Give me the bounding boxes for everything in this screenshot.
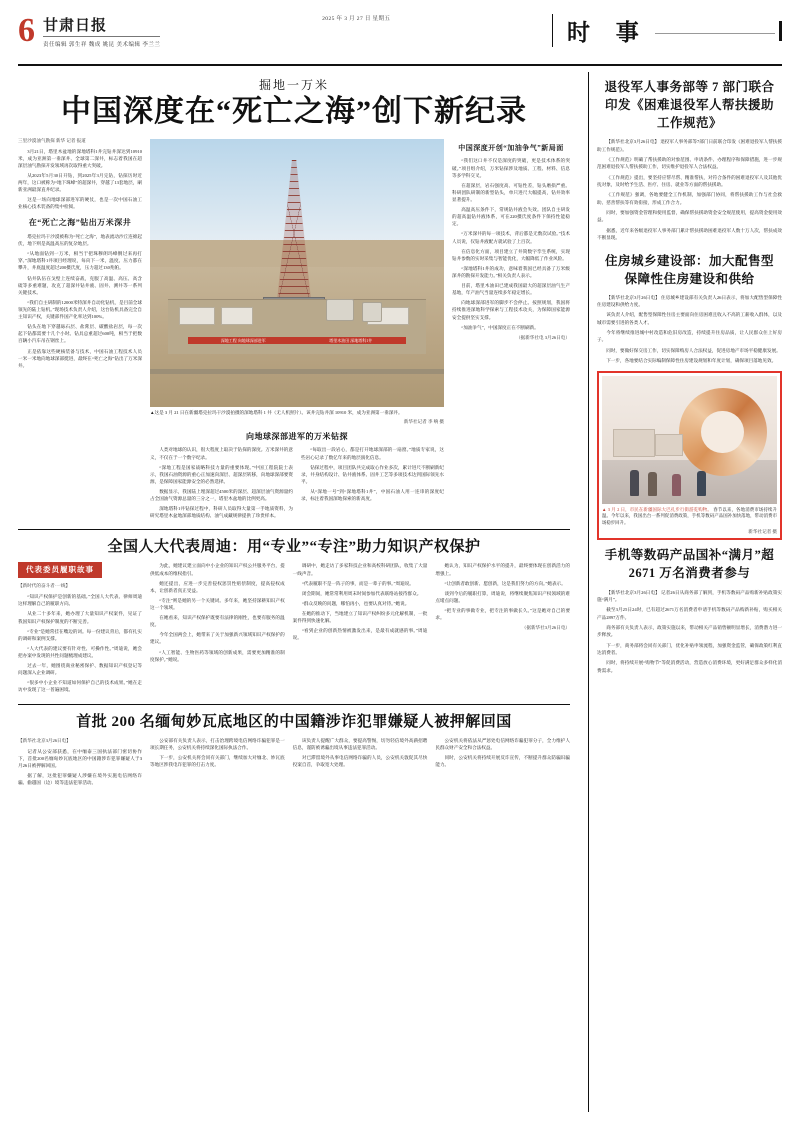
lead-column-1 — [18, 137, 142, 523]
story-2-column-2 — [150, 562, 285, 696]
paragraph: 该负责人介绍，配售型保障性住房主要面向住房困难且收入不高的工薪收入群体，以及城市需要引进的各类人才。 — [597, 312, 782, 325]
paragraph: 正是依靠这些硬核装备与技术，中国石油工程技术人员一米一米地向地球深部挺进，最终在“死亡之海”钻出了万米深井。 — [18, 348, 142, 368]
masthead-center — [160, 14, 552, 24]
paragraph: “知识产权保护是创新的基础。”全国人大代表、律师周迪这样理解自己的履职方向。 — [18, 594, 142, 607]
drilling-rig-photo — [150, 139, 444, 407]
paragraph: 同时，公安机关将持续开展反诈宣传，不断提升群众防骗识骗能力。 — [435, 754, 571, 767]
paragraph: “让创新者敢创新、愿创新，这是我们努力的方向。”她表示。 — [444, 580, 566, 586]
paragraph: “很多中小企业不知道如何保护自己的技术成果。”她在走访中发现了这一普遍困境。 — [18, 680, 142, 693]
paragraph: 目前，塔里木油田已建成我国最大的超深层油气生产基地，年产油气当量连续多年稳定增长。 — [452, 283, 570, 296]
paragraph: “人工智能、生物医药等领域的创新成果，需要更加精准的制度保护。”她说。 — [150, 649, 285, 662]
paragraph: 截至3月25日24时，已有超过2671万名消费者申请手机等数码产品购新补贴，购买相关产品2897万件。 — [597, 607, 782, 620]
lead-column-2b — [301, 446, 444, 522]
story-divider-1 — [18, 529, 570, 530]
paragraph: “从地面钻到一万米，相当于把珠穆朗玛峰倒过来再打穿。”深地塔科1井项目经理说，每向下一米，温度、压力都在攀升，井底温度超过200摄氏度，压力超过130兆帕。 — [18, 251, 142, 271]
site-banner-left: 深地工程 向地球深部进军 — [188, 337, 298, 344]
paragraph: 这是一场向地球深部进军的硬仗，也是一次中国石油工业核心技术装备的集中检阅。 — [18, 197, 142, 210]
paragraph: 她还提出，应进一步完善侵权惩罚性赔偿制度，提高侵权成本，让创新者真正受益。 — [150, 580, 285, 593]
paragraph: 下一步，商务部将会同有关部门，优化补贴申领流程，加强资金监管，确保政策红利直达消费者。 — [597, 642, 782, 655]
paragraph: 【新华社北京3月26日电】 退役军人事务部等7部门日前联合印发《困难退役军人帮扶援助工作规范》。 — [597, 139, 782, 152]
paragraph: 《工作规范》强调，各地要健全工作机制，加强部门协同，将帮扶援助工作与社会救助、慈善帮扶等有效衔接，形成工作合力。 — [597, 192, 782, 205]
paragraph: 钻井队伍在戈壁上连续奋战，克服了高温、高压、高含硫等多重难题，攻克了超深井钻井液、固井、测井等一系列关键技术。 — [18, 275, 142, 295]
paragraph: 在信息化方面，项目建立了井筒数字孪生系统，实现钻井参数的实时采集与智能优化，大幅降低了作业风险。 — [452, 248, 570, 261]
paragraph: 《工作规范》提出，要坚持应帮尽帮、精准帮扶，对符合条件的困难退役军人及其他优抚对象，及时给予生活、医疗、住房、就业等方面的帮扶援助。 — [597, 174, 782, 188]
paragraph: “加油争气”，中国深度正在不断刷新。 — [461, 324, 539, 330]
storage-tank — [362, 302, 382, 322]
story-3-column-1 — [18, 737, 142, 790]
shopper-figure — [630, 470, 639, 496]
paragraph: 在她看来，知识产权保护既要有法律的刚性，也要有服务的温度。 — [150, 615, 285, 628]
vertical-divider — [588, 72, 589, 1112]
right-rail — [597, 72, 782, 1112]
story-3-columns — [18, 737, 570, 790]
right-item-3-headline: 手机等数码产品国补“满月”超 2671 万名消费者参与 — [604, 548, 775, 581]
shopper-figure — [697, 471, 706, 496]
lead-subcolumns — [150, 446, 444, 522]
paragraph: 对已滞留境外从事电信网络诈骗的人员，公安机关敦促其尽快投案自首，争取宽大处理。 — [292, 754, 428, 767]
paragraph: 钻头在地下穿越砾石层、盐膏层、碳酸盐岩层，每一次起下钻都需要十几个小时。钻具总重超过600吨，相当于把数百辆小汽车吊在钢丝上。 — [18, 324, 142, 344]
page-folio-number: 6 — [18, 12, 35, 49]
paragraph: “深地塔科1井的成功，意味着我国已经具备了万米级深井的勘探开发能力。”相关负责人表示。 — [452, 265, 570, 278]
section-title: 时 事 — [567, 20, 649, 45]
paper-logo: 甘肃日报 — [43, 14, 160, 37]
lead-columns — [18, 137, 570, 523]
derrick-crossbars — [277, 160, 311, 307]
paragraph: “群众反映的问题，哪怕再小，也要认真对待。”她说。 — [301, 600, 410, 606]
paragraph: 从业二十多年来，她办理了大量知识产权案件，见证了我国知识产权保护制度的不断完善。 — [18, 611, 142, 624]
photo-floor — [602, 460, 777, 504]
paragraph: 数据显示，我国陆上埋深超过4500米的深层、超深层油气资源量约占全国油气资源总量的三分之一，塔里木盆地的比例更高。 — [150, 489, 293, 502]
paragraph: 公安部有关负责人表示，打击治理跨境电信网络诈骗犯罪是一项长期任务，公安机关将持续深化国际执法合作。 — [150, 737, 285, 750]
paragraph: 从2023年5月30日开钻，到2025年3月完钻，钻探历时近两年，这口被称为“地下珠峰”的超深井，穿越了13套地层，刷新亚洲最深直井纪录。 — [18, 173, 142, 193]
shopper-figure — [648, 472, 657, 496]
paragraph: 在超深层，岩石强度高、可钻性差，钻头磨损严重。科研团队研制的新型钻头，单只进尺大幅提高，钻井效率显著提升。 — [452, 182, 570, 202]
paragraph: “我们这口井不仅是深度的突破，更是技术体系的突破。”项目组介绍，万米钻探涉及地质、工程、材料、信息等多学科交叉。 — [452, 158, 570, 178]
site-banner-right: 塔里木油田 深地塔科1井 — [296, 337, 406, 344]
masthead-left — [18, 14, 160, 48]
story-2-headline: 全国人大代表周迪：用“专业”“专注”助力知识产权保护 — [107, 539, 481, 556]
lead-center-block — [150, 137, 444, 523]
right-photo-frame — [597, 371, 782, 541]
paragraph: “每取出一段岩心，都是打开地球深部的一扇窗。”地质专家说，这些岩心记录了数亿年来的地层演化信息。 — [301, 447, 444, 460]
paragraph: 过去一年，她围绕商业秘密保护、数据知识产权登记等问题深入企业调研。 — [18, 663, 142, 676]
paragraph: “人大代表的建议要有针对性、可操作性。”周迪说，她会把办案中发现的共性问题梳理成建议。 — [18, 645, 142, 658]
paper-nameplate — [43, 14, 160, 48]
paragraph: 商务部有关负责人表示，政策实施以来，带动相关产品销售额明显增长，消费潜力进一步释放。 — [597, 624, 782, 638]
right-item-1-body — [597, 138, 782, 241]
story-2-column-3 — [293, 562, 428, 696]
paragraph: “看到企业的创新热情被激发出来，是最有成就感的事。”周迪说。 — [292, 628, 428, 641]
story-3 — [18, 710, 570, 790]
lead-headline: 中国深度在“死亡之海”创下新纪录 — [61, 95, 527, 128]
paragraph: 今年全国两会上，她带来了关于加强新兴领域知识产权保护的建议。 — [150, 632, 285, 645]
lead-kicker: 掘地一万米 — [258, 78, 329, 92]
paragraph: 她认为，知识产权保护水平的提升，最终要体现在创新活力的增强上。 — [435, 563, 571, 576]
caption-lead: ▲ 3 月 2 日，市民在新疆国际大巴扎步行街游览购物。 — [602, 506, 712, 512]
paragraph: “我们自主研制的12000米特深井自动化钻机，是目前全球领先的陆上钻机。”现场技术负责人介绍，这台钻机具备完全自主知识产权，关键部件国产化率达到100%。 — [18, 299, 142, 320]
paragraph: “代表履职不是一阵子的事，而是一辈子的事。”周迪说。 — [301, 580, 414, 586]
right-item-1-headline: 退役军人事务部等 7 部门联合印发《困难退役军人帮扶援助工作规范》 — [604, 80, 775, 131]
paragraph: “深地工程是国家战略科技力量的重要体现。”中国工程院院士表示，我国石油资源的重心正加速向深层、超深层转移，向地球深部要资源，是保障国家能源安全的必然选择。 — [150, 464, 293, 484]
right-item-3-body — [597, 589, 782, 674]
paragraph: 下一步，公安机关将会同有关部门，继续加大对缅北、妙瓦底等地区涉我电诈犯罪的打击力度。 — [150, 754, 285, 767]
paragraph: 据了解，这批犯罪嫌疑人涉嫌在境外实施电信网络诈骗、偷越国（边）境等违法犯罪活动。 — [18, 772, 142, 786]
paragraph: 今年将继续推进城中村改造和危旧房改造，持续提升住房品质，让人民群众住上好房子。 — [597, 330, 782, 343]
story-3-headline: 首批 200 名缅甸妙瓦底地区的中国籍涉诈犯罪嫌疑人被押解回国 — [76, 713, 512, 730]
photo-caption: ▲这是 3 月 21 日在新疆塔克拉玛干沙漠拍摄的深地塔科 1 井（无人机照片）。该井完钻井深 10910 米，成为亚洲第一垂深井。 — [150, 409, 403, 415]
lead-byline: 三里沙漠油气勘探 新华 记者 报道 — [18, 137, 86, 143]
lead-column-3 — [452, 137, 570, 523]
photo-credit: 新华社记者 李 响 摄 — [403, 419, 444, 425]
paragraph: “专注”则是她的另一个关键词。多年来，她坚持深耕知识产权这一个领域。 — [150, 597, 285, 611]
right-photo-caption — [602, 507, 777, 527]
story-2-column-4 — [435, 562, 570, 696]
lead-column-2a — [150, 446, 293, 522]
masthead — [18, 14, 782, 66]
right-item-2-body — [597, 294, 782, 365]
paragraph: 在她的推动下，当地建立了知识产权纠纷多元化解机制，一批案件得到快速化解。 — [292, 611, 428, 624]
paragraph: 同时，要做好保交房工作，切实保障购房人合法权益，促进房地产市场平稳健康发展。 — [606, 347, 781, 353]
story-3-column-3 — [293, 737, 428, 790]
lead-subhead-2: 向地球深部进军的万米钻探 — [246, 432, 348, 442]
story-2-byline: 【新时代的奋斗者·一线】 — [18, 583, 71, 589]
paragraph: 谈到今后的履职打算，周迪说，将继续聚焦知识产权领域的难点堵点问题。 — [435, 590, 571, 603]
right-item-2-headline: 住房城乡建设部：加大配售型保障性住房建设和供给 — [604, 253, 774, 286]
storage-tank — [326, 299, 354, 321]
paragraph: 钻探过程中，项目团队共完成取心作业多次，累计进尺不断刷新纪录，井身结构设计、钻井液体系、固井工艺等多项技术达到国际领先水平。 — [301, 464, 444, 484]
site-building — [179, 307, 215, 325]
story-divider-2 — [18, 704, 570, 705]
story-3-column-4 — [435, 737, 570, 790]
mall-photo — [602, 376, 777, 504]
paragraph: 向地球深部进军的脚步不会停止。按照规划，我国将持续推进深地科学探索与工程技术攻关，为保障国家能源安全提供坚实支撑。 — [452, 300, 570, 320]
paragraph: 从“深地一号”到“深地塔科1井”，中国石油人用一连串的深度纪录，标注着我国深地探索的新高度。 — [301, 489, 444, 502]
shop-kiosk — [613, 429, 655, 457]
shopper-figure — [672, 474, 681, 496]
site-building — [221, 307, 253, 325]
paragraph: 该负责人提醒广大群众，要提高警惕，切勿轻信境外高薪招聘信息，谨防被诱骗出境从事违法犯罪活动。 — [292, 737, 428, 750]
story-3-column-2 — [150, 737, 285, 790]
story-2-columns — [18, 562, 570, 696]
main-content — [18, 72, 580, 1112]
paragraph: 高温高压条件下，常规钻井液会失效。团队自主研发的超高温钻井液体系，可在220摄氏度条件下保持性能稳定。 — [452, 207, 570, 227]
story-2-credit: （据新华社3月26日电） — [521, 625, 571, 631]
paragraph: 公安机关将依法从严惩处电信网络诈骗犯罪分子，全力维护人民群众财产安全和合法权益。 — [435, 737, 571, 750]
paragraph: 塔克拉玛干沙漠被称为“死亡之海”，地表流动沙丘连绵起伏，地下则是高温高压的复杂地层。 — [18, 233, 142, 247]
page-body — [18, 72, 782, 1112]
shop-kiosk — [655, 434, 683, 456]
paragraph: 调研中，她走访了多家科技企业和高校科研团队，收集了大量一线声音。 — [292, 563, 428, 576]
paragraph: 下一步，各地要结合实际编制保障性住房建设规划和年度计划，确保项目落地见效。 — [606, 358, 777, 364]
paragraph: 据悉，近年来各级退役军人事务部门累计帮扶援助困难退役军人数十万人次，帮扶成效不断显现。 — [597, 227, 782, 241]
paragraph: “万米深井的每一项技术，背后都是无数次试验。”技术人员说，仅钻井液配方就试验了上百次。 — [452, 231, 570, 244]
paragraph: 为此，她建议建立面向中小企业的知识产权公共服务平台，提供低成本的维权指引。 — [150, 563, 285, 576]
section-rule — [655, 33, 775, 34]
caption-body: 春节以来，各地消费市场持续升温。今年以来，我国出台一系列促消费政策，手机等数码产品国补加快落地，带动消费市场稳步回升。 — [602, 506, 777, 525]
paragraph: 【新华社北京3月26日电】 住房城乡建设部有关负责人26日表示，将加大配售型保障性住房建设和供给力度。 — [597, 294, 782, 308]
paragraph: 人类对地球的认识，很大程度上取决于钻探的深度。万米深井的意义，不仅在于一个数字纪录。 — [150, 447, 293, 460]
site-road — [150, 369, 444, 374]
decorative-installation — [679, 388, 767, 476]
lead-subhead-1: 在“死亡之海”钻出万米深井 — [28, 217, 132, 227]
paragraph: 《工作规范》明确了帮扶援助的对象范围、申请条件、办理程序和保障措施，进一步规范困难退役军人帮扶援助工作，切实维护退役军人合法权益。 — [597, 157, 782, 170]
paragraph: 3月21日，塔里木盆地的深地塔科1井完钻井深达到10910米，成为亚洲第一垂深井、全球第二深井，标志着我国在超深层油气勘探开发领域再次取得重大突破。 — [18, 148, 142, 168]
paragraph: 同时，要加强资金管理和使用监督，确保帮扶援助资金安全规范使用，提高资金使用效益。 — [597, 210, 782, 223]
editor-credits: 责任编辑 郭生祥 魏成 姚昆 美术编辑 李兰兰 — [43, 42, 161, 48]
masthead-section — [552, 14, 782, 47]
lead-column-3-title: 中国深度开创“加油争气”新局面 — [458, 143, 564, 152]
derrick-tower — [272, 160, 316, 307]
paragraph: 同时，将持续开展“购物节”等促消费活动，营造放心消费环境，更好满足群众多样化消费需求。 — [597, 660, 782, 673]
lead-photo-block — [150, 139, 444, 426]
story-3-byline: 【新华社北京3月26日电】 — [18, 737, 71, 743]
paragraph: “专业”是她常挂在嘴边的词。每一份建议背后，都有扎实的调研和案例支撑。 — [18, 628, 142, 641]
issue-date: 2025 年 3 月 27 日 星期五 — [322, 16, 391, 22]
story-2-tag: 代表委员履职故事 — [18, 562, 102, 578]
paragraph: “把专业的事做专业，把专注的事做长久。”这是她对自己的要求。 — [435, 608, 571, 621]
story-2-column-1 — [18, 562, 142, 696]
paragraph: 闭会期间，她常常利用周末时间参加代表联络站接待群众。 — [301, 590, 422, 596]
section-mark — [779, 21, 782, 41]
paragraph: 【新华社北京3月26日电】 记者26日从商务部了解到，手机等数码产品购新补贴政策实施“满月”。 — [597, 589, 782, 602]
paragraph: 记者从公安部获悉，在中缅泰三国执法部门密切协作下，首批200名缅甸妙瓦底地区的中国籍涉诈犯罪嫌疑人于3月26日被押解回国。 — [18, 748, 142, 768]
right-photo-credit: 新华社记者 摄 — [748, 529, 777, 535]
story-2 — [18, 535, 570, 696]
lead-column-3-credit: （据新华社电 3月26日电） — [516, 334, 570, 340]
paragraph: 深地塔科1井钻探过程中，科研人员取得大量第一手地质资料，为研究塔里木盆地深部地质结构、油气成藏规律提供了珍贵样本。 — [150, 506, 293, 519]
